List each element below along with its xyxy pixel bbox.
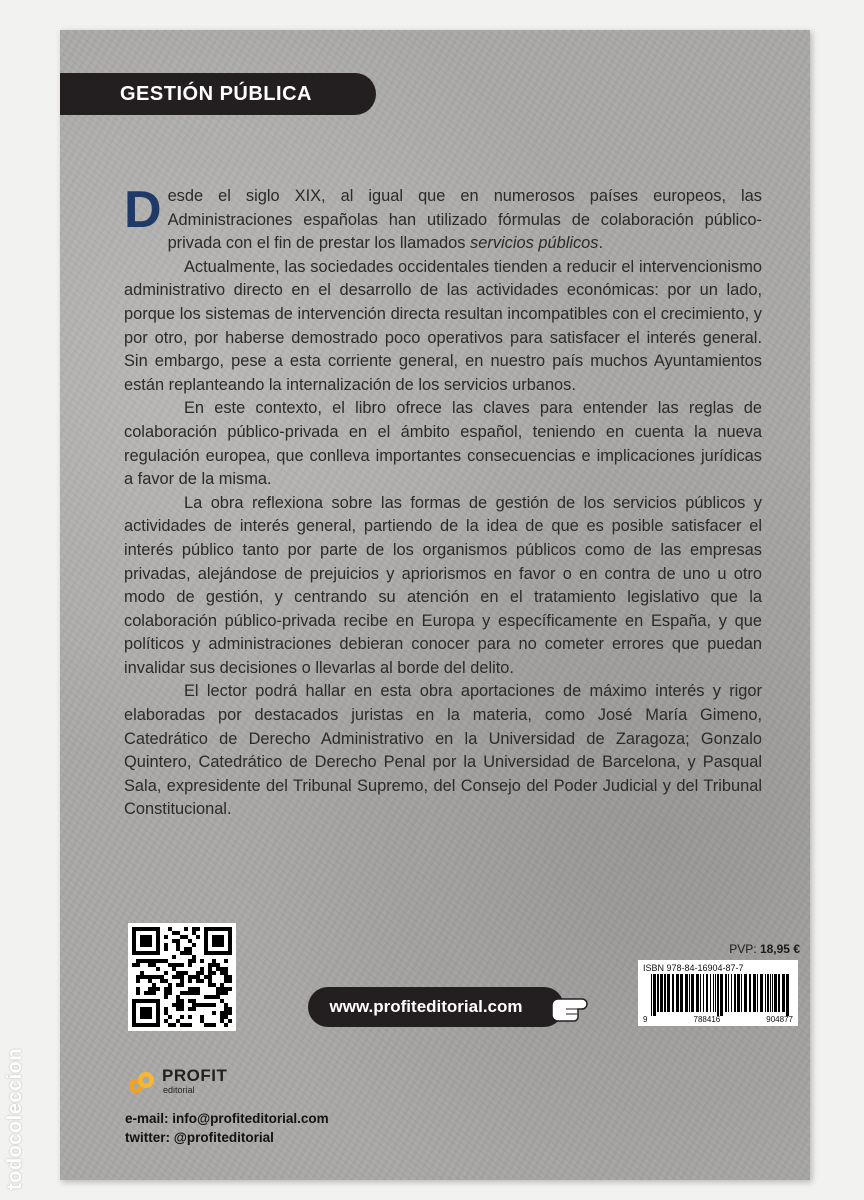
price-value: 18,95 € (759, 942, 800, 956)
barcode-digits: 9 788416 904877 (643, 1015, 793, 1024)
pointing-hand-icon (540, 993, 596, 1023)
drop-cap: D (124, 181, 162, 239)
series-banner (60, 73, 376, 115)
book-back-cover (60, 30, 810, 1180)
price-label: PVP: 18,95 € (729, 942, 800, 956)
contact-info (125, 1109, 329, 1147)
site-watermark: todocoleccion (4, 1047, 26, 1190)
series-title: GESTIÓN PÚBLICA (120, 82, 312, 105)
paragraph-2: Actualmente, las sociedades occidentales tienden a reducir el intervencionismo administrativo directo en el desarrollo de las actividades económicas: por un lado, porque los sistemas de intervención directa resultan incompatibles con el crecimiento, y por otro, por haberse demostrado poco operativos para satisfacer el interés general. Sin embargo, pese a esta corriente general, en nuestro país muchos Ayuntamientos están replanteando la internalización de los servicios urbanos. (124, 257, 762, 394)
website-url: www.profiteditorial.com (329, 997, 523, 1016)
email-link[interactable]: e-mail: info@profiteditorial.com (125, 1111, 329, 1126)
paragraph-1: Desde el siglo XIX, al igual que en numerosos países europeos, las Administraciones españolas han utilizado fórmulas de colaboración público-privada con el fin de prestar los llamados servicios públicos. (124, 181, 762, 253)
paragraph-4: La obra reflexiona sobre las formas de gestión de los servicios públicos y actividades de interés general, partiendo de la idea de que es posible satisfacer el interés público tanto por parte de los organismos públicos como de las empresas privadas, alejándose de prejuicios y apriorismos en favor o en contra de uno u otro modo de gestión, y centrando su atención en el tratamiento legislativo que la colaboración público-privada recibe en Europa y específicamente en España, y que políticos y administraciones debieran conocer para no cometer errores que puedan invalidar sus decisiones o llevarlas al borde del delito. (124, 493, 762, 677)
twitter-link[interactable]: twitter: @profiteditorial (125, 1130, 274, 1145)
isbn-barcode (638, 960, 798, 1026)
paragraph-3: En este contexto, el libro ofrece las claves para entender las reglas de colaboración público-privada en el ámbito español, teniendo en cuenta la nueva regulación europea, que conlleva importantes consecuencias e implicaciones jurídicas a favor de la misma. (124, 399, 762, 489)
website-link[interactable] (308, 987, 564, 1027)
paragraph-5: El lector podrá hallar en esta obra aportaciones de máximo interés y rigor elaboradas por destacados juristas en la materia, como José María Gimeno, Catedrático de Derecho Administrativo en la Universidad de Zaragoza; Gonzalo Quintero, Catedrático de Derecho Penal por la Universidad de Barcelona, y Pasqual Sala, expresidente del Tribunal Supremo, del Consejo del Poder Judicial y del Tribunal Constitucional. (124, 682, 762, 819)
publisher-name: PROFIT (162, 1066, 228, 1085)
publisher-logo (128, 1068, 227, 1098)
isbn-text: ISBN 978-84-16904-87-7 (643, 963, 744, 973)
profit-logo-icon (128, 1069, 156, 1097)
blurb-text (124, 181, 762, 822)
publisher-sub: editorial (163, 1085, 195, 1095)
qr-code-icon[interactable] (128, 923, 236, 1031)
barcode-bars (643, 974, 793, 1016)
